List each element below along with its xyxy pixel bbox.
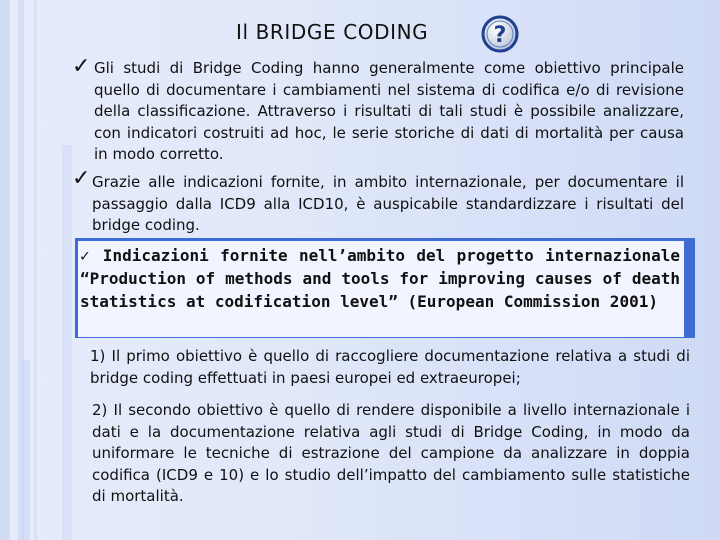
paragraph-bridge-coding-goal: [72, 54, 684, 166]
paragraph-text: Grazie alle indicazioni fornite, in ambito internazionale, per documentare il passaggio dalla ICD9 alla ICD10, è auspicabile standardizzare i risultati del bridge coding.: [92, 173, 684, 234]
objective-item: [92, 400, 690, 508]
decorative-stripe: [0, 0, 10, 540]
paragraph-icd-transition: [72, 166, 684, 237]
objective-number: 1): [90, 347, 106, 365]
question-mark-icon: [480, 14, 520, 54]
objective-text: Il secondo obiettivo è quello di rendere disponibile a livello internazionale i dati e la documentazione relativa agli studi di Bridge Coding, in modo da uniformare le tecniche di estrazione del campione da analizzare in doppia codifica (ICD9 e 10) e lo studio dell’impatto del cambiamento sulle statistiche di mortalità.: [92, 401, 690, 505]
checkmark-icon: ✓: [72, 54, 91, 79]
objective-number: 2): [92, 401, 108, 419]
objective-item: [90, 346, 690, 389]
objective-text: Il primo obiettivo è quello di raccogliere documentazione relativa a studi di bridge coding effettuati in paesi europei ed extraeuropei;: [90, 347, 690, 387]
decorative-stripe: [22, 360, 30, 540]
highlight-text: ✓ Indicazioni fornite nell’ambito del progetto internazionale “Production of methods and tools for improving causes of death statistics at codification level” (European Commission 2001): [80, 246, 680, 311]
decorative-stripe: [34, 0, 37, 540]
paragraph-text: Gli studi di Bridge Coding hanno generalmente come obiettivo principale quello di documentare i cambiamenti nel sistema di codifica e/o di revisione della classificazione. Attraverso i risultati di tali studi è possibile analizzare, con indicatori costruiti ad hoc, le serie storiche di dati di mortalità per causa in modo corretto.: [94, 59, 684, 163]
decorative-stripe: [62, 145, 72, 540]
slide-title: Il BRIDGE CODING: [236, 20, 429, 44]
svg-text:?: ?: [493, 23, 507, 48]
checkmark-icon: ✓: [72, 166, 91, 191]
